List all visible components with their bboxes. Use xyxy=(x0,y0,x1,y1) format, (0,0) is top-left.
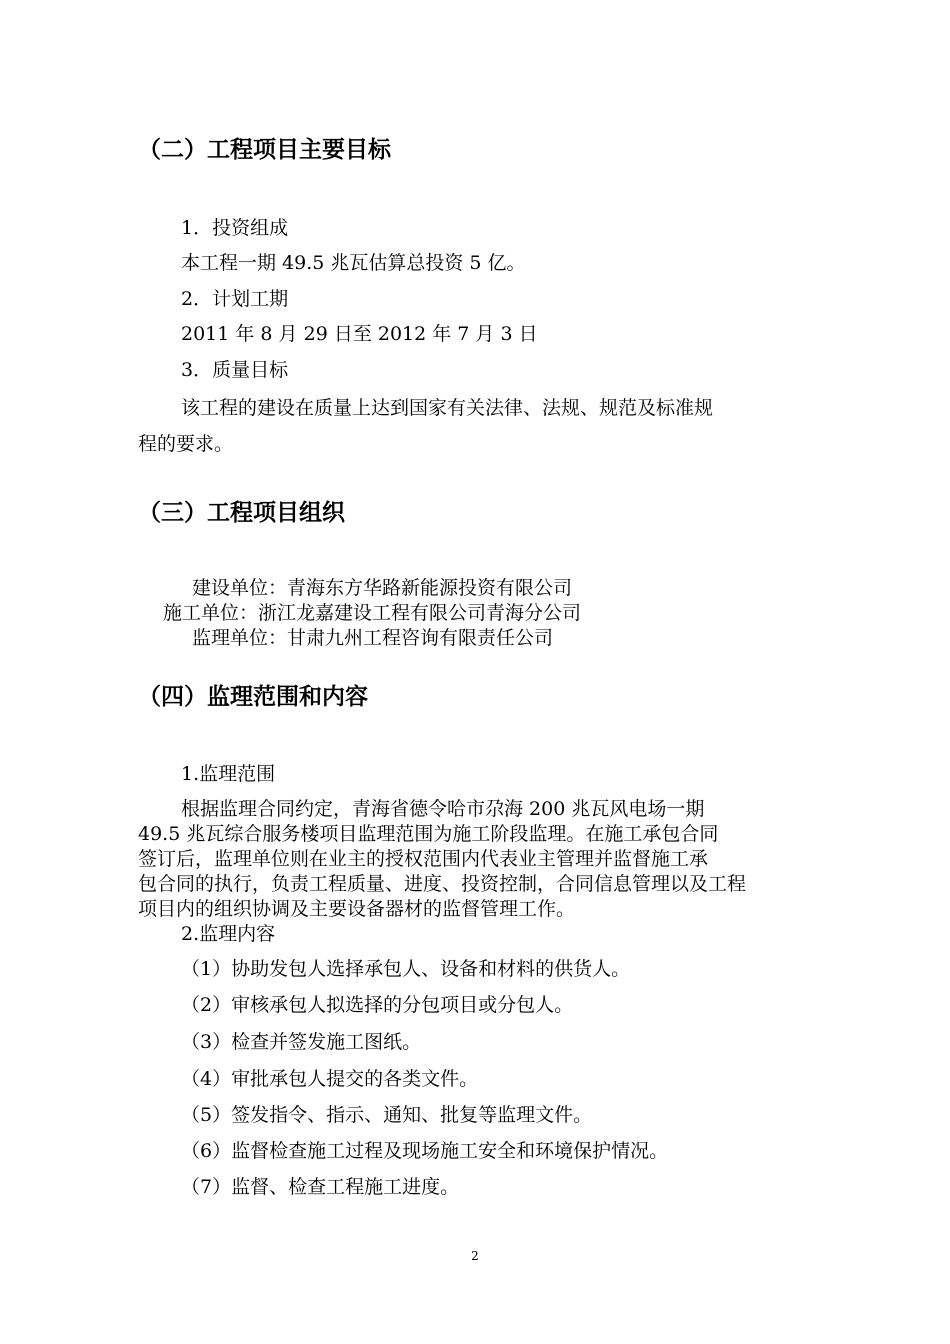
scope-text-line: 49.5 兆瓦综合服务楼项目监理范围为施工阶段监理。在施工承包合同 xyxy=(138,823,719,845)
quality-text-line-1: 该工程的建设在质量上达到国家有关法律、法规、规范及标准规 xyxy=(181,397,714,419)
schedule-text: 2011 年 8 月 29 日至 2012 年 7 月 3 日 xyxy=(181,323,538,345)
invest-text: 本工程一期 49.5 兆瓦估算总投资 5 亿。 xyxy=(181,252,526,274)
scope-text-line: 项目内的组织协调及主要设备器材的监督管理工作。 xyxy=(138,898,576,920)
org-constructor: 施工单位：浙江龙嘉建设工程有限公司青海分公司 xyxy=(163,602,582,624)
quality-title: 3．质量目标 xyxy=(181,359,289,381)
org-supervisor: 监理单位：甘肃九州工程咨询有限责任公司 xyxy=(192,627,554,649)
content-item: （6）监督检查施工过程及现场施工安全和环境保护情况。 xyxy=(181,1140,669,1162)
content-item: （5）签发指令、指示、通知、批复等监理文件。 xyxy=(181,1104,593,1126)
page-number: 2 xyxy=(471,1249,479,1263)
scope-title: 1.监理范围 xyxy=(181,763,276,785)
schedule-title: 2．计划工期 xyxy=(181,288,289,310)
content-item: （2）审核承包人拟选择的分包项目或分包人。 xyxy=(181,994,574,1016)
content-item: （7）监督、检查工程施工进度。 xyxy=(181,1176,460,1198)
invest-title: 1．投资组成 xyxy=(181,217,289,239)
scope-text-line: 根据监理合同约定，青海省德令哈市尕海 200 兆瓦风电场一期 xyxy=(181,798,705,820)
quality-text-line-2: 程的要求。 xyxy=(138,433,234,455)
content-item: （3）检查并签发施工图纸。 xyxy=(181,1031,422,1053)
heading-supervision-scope: （四）监理范围和内容 xyxy=(138,683,368,710)
scope-text-line: 包合同的执行，负责工程质量、进度、投资控制，合同信息管理以及工程 xyxy=(138,873,747,895)
heading-project-organization: （三）工程项目组织 xyxy=(138,499,345,526)
content-item: （4）审批承包人提交的各类文件。 xyxy=(181,1068,479,1090)
content-item: （1）协助发包人选择承包人、设备和材料的供货人。 xyxy=(181,958,631,980)
org-builder: 建设单位：青海东方华路新能源投资有限公司 xyxy=(192,577,573,599)
heading-project-goals: （二）工程项目主要目标 xyxy=(138,136,391,163)
scope-text-line: 签订后，监理单位则在业主的授权范围内代表业主管理并监督施工承 xyxy=(138,848,709,870)
content-title: 2.监理内容 xyxy=(181,923,276,945)
